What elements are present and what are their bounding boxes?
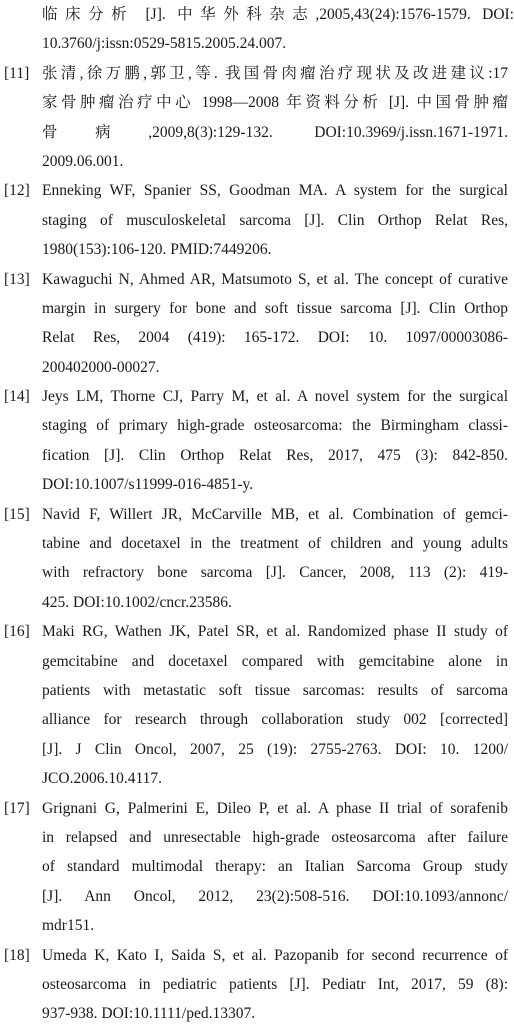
reference-line: tabine and docetaxel in the treatment of children and young adults xyxy=(42,535,508,553)
reference-line: 10.3760/j:issn:0529-5815.2005.24.007. xyxy=(42,35,287,53)
reference-number: [17] xyxy=(4,799,30,817)
reference-line: JCO.2006.10.4117. xyxy=(42,770,162,788)
reference-line: Umeda K, Kato I, Saida S, et al. Pazopanib for second recurrence of xyxy=(42,946,508,964)
reference-line: Maki RG, Wathen JK, Patel SR, et al. Randomized phase II study of xyxy=(42,623,508,641)
reference-line: DOI:10.1007/s11999-016-4851-y. xyxy=(42,476,254,494)
reference-line: 1980(153):106-120. PMID:7449206. xyxy=(42,241,272,259)
reference-line: Jeys LM, Thorne CJ, Parry M, et al. A novel system for the surgical xyxy=(42,388,508,406)
reference-line: with refractory bone sarcoma [J]. Cancer, 2008, 113 (2): 419- xyxy=(42,564,508,582)
reference-line: of standard multimodal therapy: an Italian Sarcoma Group study xyxy=(42,858,508,876)
reference-line: 家骨肿瘤治疗中心 1998—2008 年资料分析 [J]. 中国骨肿瘤 xyxy=(42,94,508,112)
reference-line: Enneking WF, Spanier SS, Goodman MA. A system for the surgical xyxy=(42,182,508,200)
reference-number: [15] xyxy=(4,505,30,523)
reference-number: [16] xyxy=(4,623,30,641)
reference-18 xyxy=(0,941,514,1029)
reference-number: [13] xyxy=(4,270,30,288)
reference-line: alliance for research through collaboration study 002 [corrected] xyxy=(42,711,508,729)
reference-17 xyxy=(0,794,514,941)
reference-line: 425. DOI:10.1002/cncr.23586. xyxy=(42,593,232,611)
reference-line: 200402000-00027. xyxy=(42,358,160,376)
reference-line: 张清,徐万鹏,郭卫,等. 我国骨肉瘤治疗现状及改进建议:17 xyxy=(42,64,508,82)
reference-number: [12] xyxy=(4,182,30,200)
reference-line: [J]. Ann Oncol, 2012, 23(2):508-516. DOI:10.1093/annonc/ xyxy=(42,887,508,905)
reference-line: gemcitabine and docetaxel compared with gemcitabine alone in xyxy=(42,652,508,670)
reference-line: fication [J]. Clin Orthop Relat Res, 2017, 475 (3): 842-850. xyxy=(42,446,508,464)
reference-line: 骨病,2009,8(3):129-132. DOI:10.3969/j.issn.1671-1971. xyxy=(42,123,508,141)
continued-reference xyxy=(0,0,514,59)
reference-line: 2009.06.001. xyxy=(42,152,124,170)
reference-line: in relapsed and unresectable high-grade osteosarcoma after failure xyxy=(42,828,508,846)
reference-line: Grignani G, Palmerini E, Dileo P, et al. A phase II trial of sorafenib xyxy=(42,799,508,817)
reference-line: [J]. J Clin Oncol, 2007, 25 (19): 2755-2763. DOI: 10. 1200/ xyxy=(42,740,508,758)
reference-line: staging of musculoskeletal sarcoma [J]. Clin Orthop Relat Res, xyxy=(42,211,508,229)
reference-line: Relat Res, 2004 (419): 165-172. DOI: 10. 1097/00003086- xyxy=(42,329,508,347)
reference-14 xyxy=(0,382,514,500)
reference-line: mdr151. xyxy=(42,917,95,935)
reference-11 xyxy=(0,59,514,177)
reference-line: staging of primary high-grade osteosarcoma: the Birmingham classi- xyxy=(42,417,508,435)
reference-16 xyxy=(0,617,514,793)
reference-line: 937-938. DOI:10.1111/ped.13307. xyxy=(42,1005,256,1023)
reference-number: [18] xyxy=(4,946,30,964)
reference-line: patients with metastatic soft tissue sarcomas: results of sarcoma xyxy=(42,681,508,699)
reference-13 xyxy=(0,265,514,383)
reference-line: margin in surgery for bone and soft tissue sarcoma [J]. Clin Orthop xyxy=(42,299,508,317)
reference-line: Navid F, Willert JR, McCarville MB, et al. Combination of gemci- xyxy=(42,505,508,523)
reference-12 xyxy=(0,176,514,264)
reference-number: [11] xyxy=(4,64,30,82)
reference-line: 临床分析 [J]. 中华外科杂志,2005,43(24):1576-1579. DOI: xyxy=(42,6,514,23)
reference-line: Kawaguchi N, Ahmed AR, Matsumoto S, et al. The concept of curative xyxy=(42,270,508,288)
reference-number: [14] xyxy=(4,388,30,406)
reference-line: osteosarcoma in pediatric patients [J]. Pediatr Int, 2017, 59 (8): xyxy=(42,975,508,993)
reference-15 xyxy=(0,500,514,618)
